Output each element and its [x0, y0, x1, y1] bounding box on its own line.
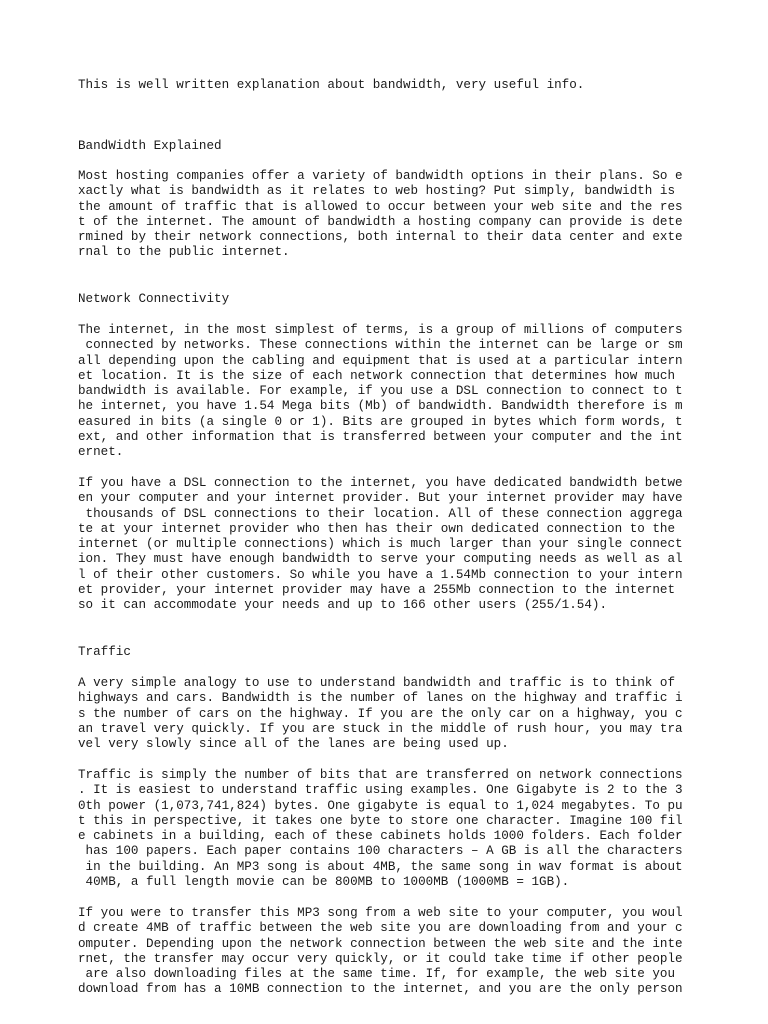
text-line: rnal to the public internet.: [78, 245, 290, 260]
text-line: he internet, you have 1.54 Mega bits (Mb) of bandwidth. Bandwidth therefore is m: [78, 399, 683, 414]
text-line: internet (or multiple connections) which is much larger than your single connect: [78, 537, 683, 552]
text-line: are also downloading files at the same time. If, for example, the web site you: [78, 967, 676, 982]
text-line: so it can accommodate your needs and up to 166 other users (255/1.54).: [78, 598, 608, 613]
paragraph: [78, 768, 698, 890]
paragraph: [78, 323, 698, 461]
paragraph: [78, 676, 698, 752]
text-line: s the number of cars on the highway. If you are the only car on a highway, you c: [78, 706, 683, 721]
text-line: rmined by their network connections, both internal to their data center and exte: [78, 230, 683, 245]
text-line: Traffic is simply the number of bits that are transferred on network connections: [78, 768, 683, 782]
text-line: Most hosting companies offer a variety of bandwidth options in their plans. So e: [78, 169, 683, 183]
text-line: rnet, the transfer may occur very quickly, or it could take time if other people: [78, 951, 683, 966]
text-line: A very simple analogy to use to understand bandwidth and traffic is to think of: [78, 676, 676, 690]
section-heading-bandwidth-explained: BandWidth Explained: [78, 139, 222, 153]
text-line: l of their other customers. So while you have a 1.54Mb connection to your intern: [78, 567, 683, 582]
text-line: t of the internet. The amount of bandwidth a hosting company can provide is dete: [78, 214, 683, 229]
text-line: all depending upon the cabling and equipment that is used at a particular intern: [78, 353, 683, 368]
text-line: The internet, in the most simplest of terms, is a group of millions of computers: [78, 323, 683, 337]
text-line: d create 4MB of traffic between the web site you are downloading from and your c: [78, 921, 683, 936]
text-line: ernet.: [78, 445, 124, 460]
text-line: easured in bits (a single 0 or 1). Bits are grouped in bytes which form words, t: [78, 414, 683, 429]
text-line: ion. They must have enough bandwidth to serve your computing needs as well as al: [78, 552, 683, 567]
text-line: If you were to transfer this MP3 song from a web site to your computer, you woul: [78, 906, 683, 920]
text-line: If you have a DSL connection to the internet, you have dedicated bandwidth betwe: [78, 476, 683, 490]
text-line: t this in perspective, it takes one byte to store one character. Imagine 100 fil: [78, 813, 683, 828]
text-line: has 100 papers. Each paper contains 100 characters – A GB is all the characters: [78, 844, 683, 859]
text-line: thousands of DSL connections to their location. All of these connection aggrega: [78, 506, 683, 521]
paragraph: [78, 169, 698, 261]
text-line: 40MB, a full length movie can be 800MB to 1000MB (1000MB = 1GB).: [78, 875, 570, 890]
text-line: et location. It is the size of each network connection that determines how much: [78, 368, 676, 383]
text-line: bandwidth is available. For example, if you use a DSL connection to connect to t: [78, 384, 683, 399]
paragraph: [78, 476, 698, 614]
text-line: the amount of traffic that is allowed to occur between your web site and the res: [78, 199, 683, 214]
section-heading-traffic: Traffic: [78, 645, 131, 659]
text-line: ext, and other information that is transferred between your computer and the int: [78, 430, 683, 445]
text-line: . It is easiest to understand traffic using examples. One Gigabyte is 2 to the 3: [78, 783, 683, 798]
text-line: te at your internet provider who then has their own dedicated connection to the: [78, 521, 676, 536]
text-line: 0th power (1,073,741,824) bytes. One gigabyte is equal to 1,024 megabytes. To pu: [78, 798, 683, 813]
text-line: in the building. An MP3 song is about 4MB, the same song in wav format is about: [78, 859, 683, 874]
text-line: omputer. Depending upon the network connection between the web site and the inte: [78, 936, 683, 951]
intro-text: This is well written explanation about bandwidth, very useful info.: [78, 78, 585, 92]
section-heading-network-connectivity: Network Connectivity: [78, 292, 230, 306]
text-line: e cabinets in a building, each of these cabinets holds 1000 folders. Each folder: [78, 829, 683, 844]
text-line: et provider, your internet provider may have a 255Mb connection to the internet: [78, 583, 676, 598]
text-line: en your computer and your internet provider. But your internet provider may have: [78, 491, 683, 506]
text-line: connected by networks. These connections within the internet can be large or sm: [78, 338, 683, 353]
text-line: highways and cars. Bandwidth is the number of lanes on the highway and traffic i: [78, 691, 683, 706]
text-line: xactly what is bandwidth as it relates to web hosting? Put simply, bandwidth is: [78, 184, 676, 199]
paragraph: [78, 906, 698, 998]
text-line: an travel very quickly. If you are stuck in the middle of rush hour, you may tra: [78, 721, 683, 736]
text-line: download from has a 10MB connection to the internet, and you are the only person: [78, 982, 683, 997]
text-line: vel very slowly since all of the lanes are being used up.: [78, 737, 509, 752]
